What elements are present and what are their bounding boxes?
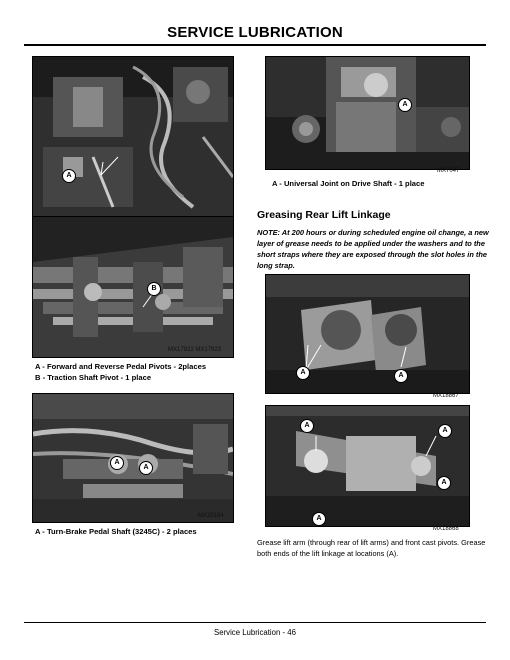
image-code: MX20184 (198, 513, 224, 519)
caption-turn-brake: A - Turn-Brake Pedal Shaft (3245C) - 2 places (35, 527, 197, 536)
callout-a: A (296, 366, 310, 380)
caption-universal-joint: A - Universal Joint on Drive Shaft - 1 place (272, 179, 425, 188)
note-text: NOTE: At 200 hours or during scheduled engine oil change, a new layer of grease needs to be applied under the washers and to the short straps where they are exposed through the slot holes in the long strap. (257, 228, 489, 270)
photo-lift-arm (265, 405, 470, 527)
callout-a: A (139, 461, 153, 475)
callout-a: A (394, 369, 408, 383)
footer-rule (24, 622, 486, 623)
image-code: MX18868 (433, 526, 459, 532)
page-title: SERVICE LUBRICATION (167, 24, 343, 41)
body-text: Grease lift arm (through rear of lift arms) and front cast pivots. Grease both ends of the lift linkage at locations (A). (257, 538, 486, 558)
callout-a: A (398, 98, 412, 112)
callout-a: A (300, 419, 314, 433)
photo-turn-brake (32, 393, 234, 523)
callout-a: A (437, 476, 451, 490)
photo-lift-linkage (265, 274, 470, 394)
callout-a: A (438, 424, 452, 438)
section-heading: Greasing Rear Lift Linkage (257, 209, 391, 221)
image-code: MX18867 (433, 393, 459, 399)
callout-a: A (312, 512, 326, 526)
caption-pedal-pivots: A - Forward and Reverse Pedal Pivots - 2places (35, 362, 207, 371)
image-code: MX17922 MX17923 (168, 347, 222, 353)
image-code: MX7047 (437, 168, 460, 174)
header-rule (24, 44, 486, 46)
callout-a: A (110, 456, 124, 470)
callout-a: A (62, 169, 76, 183)
photo-pedal-pivots-top (32, 56, 234, 218)
caption-traction-shaft: B - Traction Shaft Pivot - 1 place (35, 373, 152, 382)
photo-traction-shaft (32, 216, 234, 358)
page-footer: Service Lubrication - 46 (214, 628, 296, 637)
photo-universal-joint (265, 56, 470, 170)
callout-b: B (147, 282, 161, 296)
